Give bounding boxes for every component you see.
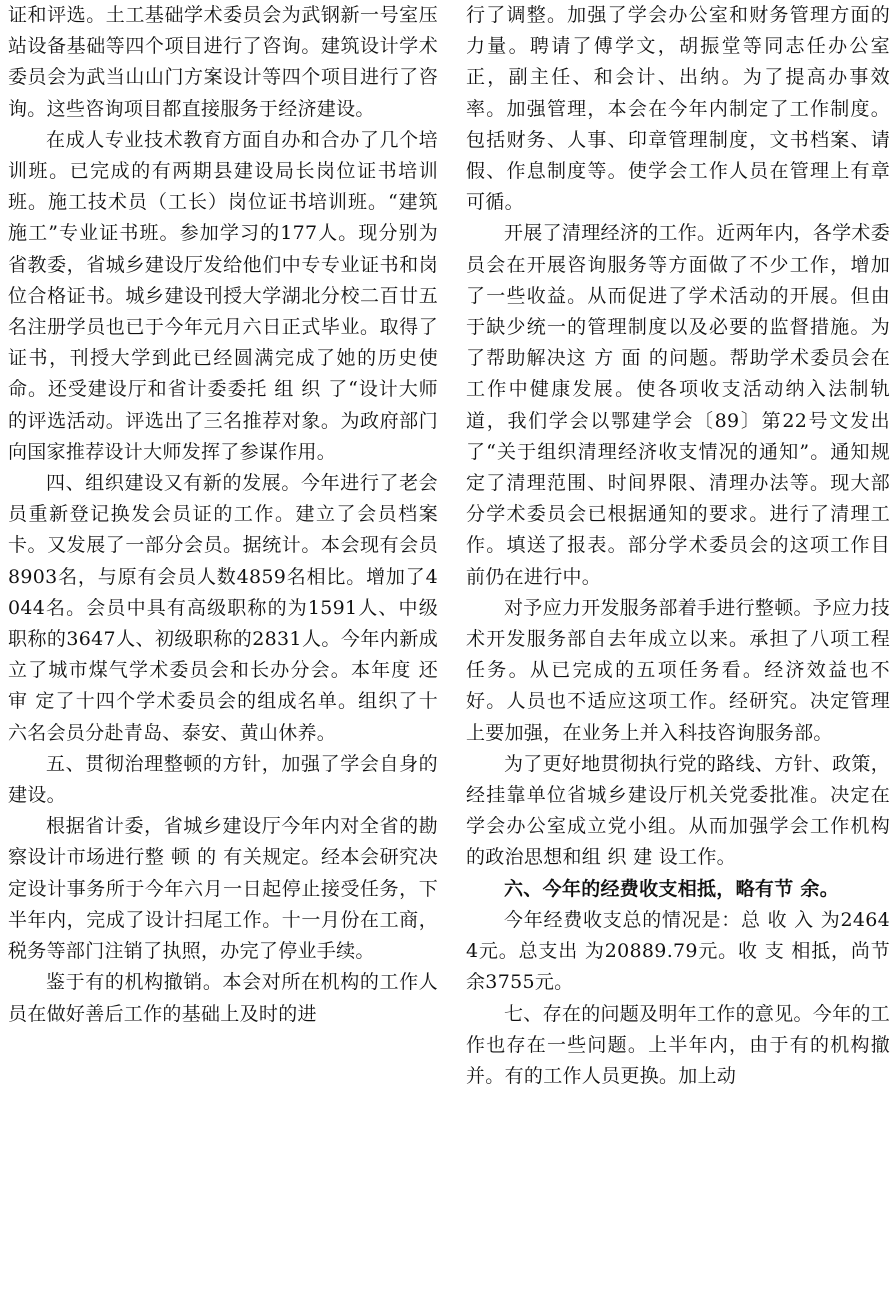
left-column	[8, 0, 438, 1030]
paragraph: 为了更好地贯彻执行党的路线、方针、政策，经挂靠单位省城乡建设厅机关党委批准。决定在学会办公室成立党小组。从而加强学会工作机构的政治思想和组 织 建 设工作。	[466, 752, 891, 869]
paragraph: 行了调整。加强了学会办公室和财务管理方面的力量。聘请了傅学文，胡振堂等同志任办公室正，副主任、和会计、出纳。为了提高办事效率。加强管理，本会在今年内制定了工作制度。包括财务、人事、印章管理制度，文书档案、请假、作息制度等。使学会工作人员在管理上有章可循。	[466, 4, 890, 214]
paragraph: 今年经费收支总的情况是：总 收 入 为24644元。总支出 为20889.79元。收 支 相抵，尚节余3755元。	[466, 908, 890, 994]
paragraph: 鉴于有的机构撤销。本会对所在机构的工作人员在做好善后工作的基础上及时的进	[8, 971, 438, 1025]
paragraph: 在成人专业技术教育方面自办和合办了几个培训班。已完成的有两期县建设局长岗位证书培训班。施工技术员（工长）岗位证书培训班。“建筑施工”专业证书班。参加学习的177人。现分别为省教委，省城乡建设厅发给他们中专专业证书和岗位合格证书。城乡建设刊授大学湖北分校二百廿五名注册学员也已于今年元月六日正式毕业。取得了证书，刊授大学到此已经圆满完成了她的历史使命。还受建设厅和省计委委托 组 织 了“设计大师的评选活动。评选出了三名推荐对象。为政府部门向国家推荐设计大师发挥了参谋作用。	[8, 128, 438, 463]
section-heading-paragraph: 四、组织建设又有新的发展。今年进行了老会员重新登记换发会员证的工作。建立了会员档案卡。又发展了一部分会员。据统计。本会现有会员8903名，与原有会员人数4859名相比。增加了4044名。会员中具有高级职称的为1591人、中级职称的3647人、初级职称的2831人。今年内新成立了城市煤气学术委员会和长办分会。本年度 还 审 定了十四个学术委员会的组成名单。组织了十六名会员分赴青岛、泰安、黄山休养。	[8, 472, 438, 744]
paragraph: 开展了清理经济的工作。近两年内，各学术委员会在开展咨询服务等方面做了不少工作，增加了一些收益。从而促进了学术活动的开展。但由于缺少统一的管理制度以及必要的监督措施。为了帮助解决这 方 面 的问题。帮助学术委员会在工作中健康发展。使各项收支活动纳入法制轨道，我们学会以鄂建学会〔89〕第22号文发出了“关于组织清理经济收支情况的通知”。通知规定了清理范围、时间界限、清理办法等。现大部分学术委员会已根据通知的要求。进行了清理工作。填送了报表。部分学术委员会的这项工作目前仍在进行中。	[466, 222, 891, 588]
paragraph: 证和评选。土工基础学术委员会为武钢新一号室压站设备基础等四个项目进行了咨询。建筑设计学术委员会为武当山山门方案设计等四个项目进行了咨询。这些咨询项目都直接服务于经济建设。	[8, 4, 438, 120]
section-heading-paragraph: 七、存在的问题及明年工作的意见。今年的工作也存在一些问题。上半年内，由于有的机构撤并。有的工作人员更换。加上动	[466, 1002, 891, 1087]
paragraph: 根据省计委，省城乡建设厅今年内对全省的勘察设计市场进行整 顿 的 有关规定。经本会研究决定设计事务所于今年六月一日起停止接受任务，下半年内，完成了设计扫尾工作。十一月份在工商，税务等部门注销了执照，办完了停业手续。	[8, 815, 438, 963]
section-heading-paragraph: 六、今年的经费收支相抵，略有节 余。	[504, 877, 840, 900]
paragraph: 对予应力开发服务部着手进行整顿。予应力技术开发服务部自去年成立以来。承担了八项工程任务。从已完成的五项任务看。经济效益也不好。人员也不适应这项工作。经研究。决定管理上要加强，在业务上并入科技咨询服务部。	[466, 596, 891, 744]
section-heading-paragraph: 五、贯彻治理整顿的方针，加强了学会自身的建设。	[8, 752, 438, 807]
right-column	[466, 0, 890, 1092]
